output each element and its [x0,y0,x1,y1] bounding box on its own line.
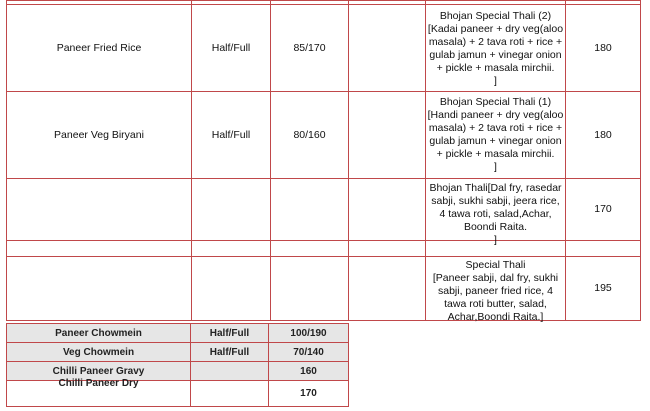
item-price: 85/170 [293,41,326,54]
thali-title: Bhojan Special Thali (2) [439,10,552,22]
item-portion: Half/Full [211,41,251,54]
grid-line [6,178,641,179]
thali-line: gulab jamun + vinegar onion [429,49,562,61]
grid-line [6,256,641,257]
thali-line: Boondi Raita. [463,221,528,233]
thali-line: ] [494,234,497,246]
item-name: Paneer Fried Rice [56,41,142,54]
item-name: Veg Chowmein [62,346,135,358]
grid-line [6,0,641,1]
thali-title: Bhojan Thali[Dal fry, rasedar [429,182,562,194]
thali-line: sabji, sukhi sabji, jeera rice, [431,195,560,207]
grid-line [6,406,349,407]
item-name: Paneer Veg Biryani [54,128,144,141]
grid-line [348,0,349,321]
thali-title: Special Thali [465,259,526,271]
thali-line: gulab jamun + vinegar onion [429,135,562,147]
thali-line: ] [494,75,497,87]
item-portion: Half/Full [209,327,250,339]
thali-price: 180 [594,128,612,141]
thali-price: 170 [594,203,612,215]
item-price: 80/160 [293,128,326,141]
item-price: 100/190 [290,327,327,339]
grid-line [640,0,641,321]
thali-price: 195 [594,282,612,294]
thali-description [426,10,565,88]
thali-description [426,96,565,174]
thali-line: [Paneer sabji, dal fry, sukhi [432,272,559,284]
thali-line: [Handi paneer + dry veg(aloo [427,109,564,121]
item-price: 170 [300,388,317,399]
thali-line: + pickle + masala mirchii. [436,62,555,74]
thali-price: 180 [594,41,612,54]
item-name: Paneer Chowmein [55,327,142,339]
item-portion: Half/Full [211,128,251,141]
item-portion [191,381,268,406]
thali-line: + pickle + masala mirchii. [436,148,555,160]
item-price: 70/140 [293,346,324,358]
thali-line: sabji, paneer fried rice, 4 [438,285,553,297]
item-name: Chilli Paneer Gravy [52,365,145,377]
item-name: Chilli Paneer Dry [58,377,139,389]
thali-line: ] [494,161,497,173]
thali-line: tawa roti butter, salad, [444,298,547,310]
thali-title: Bhojan Special Thali (1) [439,96,552,108]
thali-line: masala) + 2 tava roti + rice + [428,36,563,48]
item-price: 160 [300,365,317,377]
grid-line [348,323,349,407]
thali-line: masala) + 2 tava roti + rice + [428,122,563,134]
thali-line: 4 tawa roti, salad,Achar, [439,208,552,220]
thali-description [426,182,565,247]
thali-line: Achar,Boondi Raita.] [447,311,544,323]
thali-line: [Kadai paneer + dry veg(aloo [427,23,564,35]
item-portion: Half/Full [209,346,250,358]
thali-description [426,259,565,324]
item-portion [191,362,268,380]
